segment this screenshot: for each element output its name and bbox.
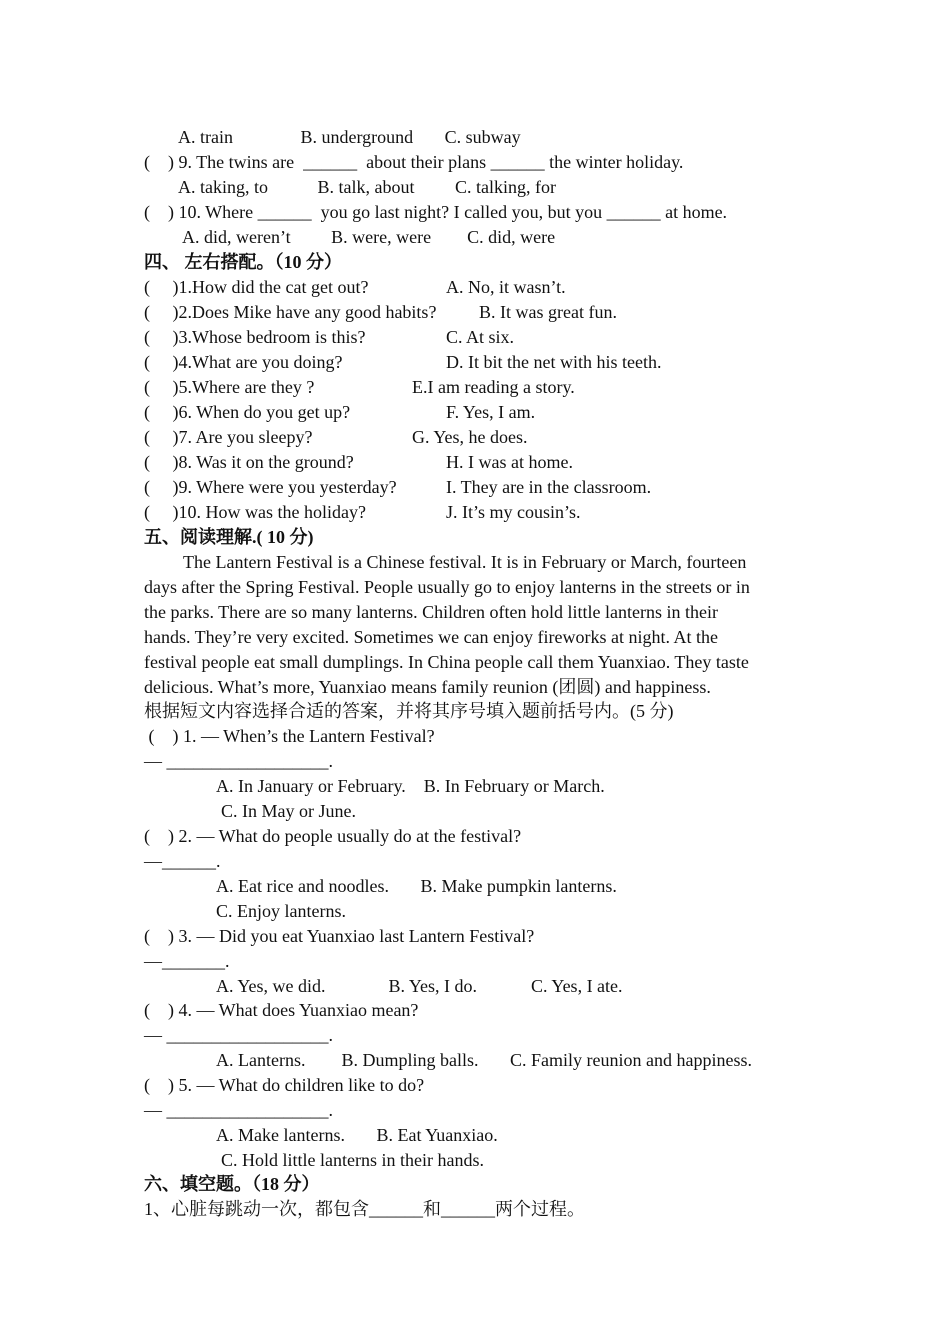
passage-line-6: delicious. What’s more, Yuanxiao means family reunion (团圆) and happiness. — [144, 677, 711, 697]
reading-q3-options: A. Yes, we did. B. Yes, I do. C. Yes, I ate. — [216, 976, 623, 996]
match-question-1: ( )1.How did the cat get out? — [144, 277, 369, 297]
match-question-9: ( )9. Where were you yesterday? — [144, 477, 397, 497]
passage-line-2: days after the Spring Festival. People usually go to enjoy lanterns in the streets or in — [144, 577, 750, 597]
reading-q1: ( ) 1. — When’s the Lantern Festival? — [144, 726, 435, 746]
match-answer-g: G. Yes, he does. — [412, 427, 528, 447]
match-answer-j: J. It’s my cousin’s. — [446, 502, 581, 522]
section-6-heading: 六、填空题。（18 分） — [144, 1174, 320, 1194]
q9-options: A. taking, to B. talk, about C. talking, for — [178, 177, 556, 197]
match-answer-a: A. No, it wasn’t. — [446, 277, 566, 297]
match-question-3: ( )3.Whose bedroom is this? — [144, 327, 366, 347]
reading-q3-answer-blank: —_______. — [144, 951, 230, 971]
match-question-8: ( )8. Was it on the ground? — [144, 452, 354, 472]
match-question-2: ( )2.Does Mike have any good habits? — [144, 302, 437, 322]
reading-q2-answer-blank: —______. — [144, 851, 221, 871]
q8-options: A. train B. underground C. subway — [178, 127, 521, 147]
match-question-4: ( )4.What are you doing? — [144, 352, 343, 372]
passage-line-3: the parks. There are so many lanterns. Children often hold little lanterns in their — [144, 602, 719, 622]
reading-q5-options-ab: A. Make lanterns. B. Eat Yuanxiao. — [216, 1125, 498, 1145]
reading-q1-answer-blank: — __________________. — [144, 751, 333, 771]
reading-q4-options: A. Lanterns. B. Dumpling balls. C. Family reunion and happiness. — [216, 1050, 752, 1070]
q9-question: ( ) 9. The twins are ______ about their plans ______ the winter holiday. — [144, 152, 684, 172]
section-5-heading: 五、阅读理解.( 10 分) — [144, 527, 314, 547]
reading-q2: ( ) 2. — What do people usually do at the festival? — [144, 826, 522, 846]
passage-line-5: festival people eat small dumplings. In China people call them Yuanxiao. They taste — [144, 652, 749, 672]
reading-q5-option-c: C. Hold little lanterns in their hands. — [221, 1150, 484, 1170]
match-question-6: ( )6. When do you get up? — [144, 402, 351, 422]
match-answer-c: C. At six. — [446, 327, 515, 347]
reading-q2-options-ab: A. Eat rice and noodles. B. Make pumpkin lanterns. — [216, 876, 617, 896]
passage-line-4: hands. They’re very excited. Sometimes we can enjoy fireworks at night. At the — [144, 627, 719, 647]
reading-instructions: 根据短文内容选择合适的答案，并将其序号填入题前括号内。(5 分) — [144, 701, 674, 721]
passage-line-1: The Lantern Festival is a Chinese festival. It is in February or March, fourteen — [183, 552, 747, 572]
match-answer-b: B. It was great fun. — [479, 302, 617, 322]
reading-q1-option-c: C. In May or June. — [221, 801, 356, 821]
reading-q4: ( ) 4. — What does Yuanxiao mean? — [144, 1000, 419, 1020]
reading-q4-answer-blank: — __________________. — [144, 1025, 333, 1045]
match-question-10: ( )10. How was the holiday? — [144, 502, 366, 522]
section-4-heading: 四、 左右搭配。（10 分） — [144, 252, 342, 272]
match-answer-d: D. It bit the net with his teeth. — [446, 352, 662, 372]
q10-options: A. did, weren’t B. were, were C. did, were — [182, 227, 556, 247]
reading-q5: ( ) 5. — What do children like to do? — [144, 1075, 425, 1095]
fill-blank-q1: 1、心脏每跳动一次，都包含______和______两个过程。 — [144, 1199, 585, 1219]
q10-question: ( ) 10. Where ______ you go last night? I called you, but you ______ at home. — [144, 202, 728, 222]
match-answer-e: E.I am reading a story. — [412, 377, 575, 397]
reading-q3: ( ) 3. — Did you eat Yuanxiao last Lantern Festival? — [144, 926, 535, 946]
match-question-7: ( )7. Are you sleepy? — [144, 427, 313, 447]
match-question-5: ( )5.Where are they ? — [144, 377, 315, 397]
reading-q5-answer-blank: — __________________. — [144, 1100, 333, 1120]
reading-q2-option-c: C. Enjoy lanterns. — [216, 901, 346, 921]
match-answer-i: I. They are in the classroom. — [446, 477, 652, 497]
reading-q1-options-ab: A. In January or February. B. In February or March. — [216, 776, 605, 796]
match-answer-f: F. Yes, I am. — [446, 402, 536, 422]
match-answer-h: H. I was at home. — [446, 452, 573, 472]
